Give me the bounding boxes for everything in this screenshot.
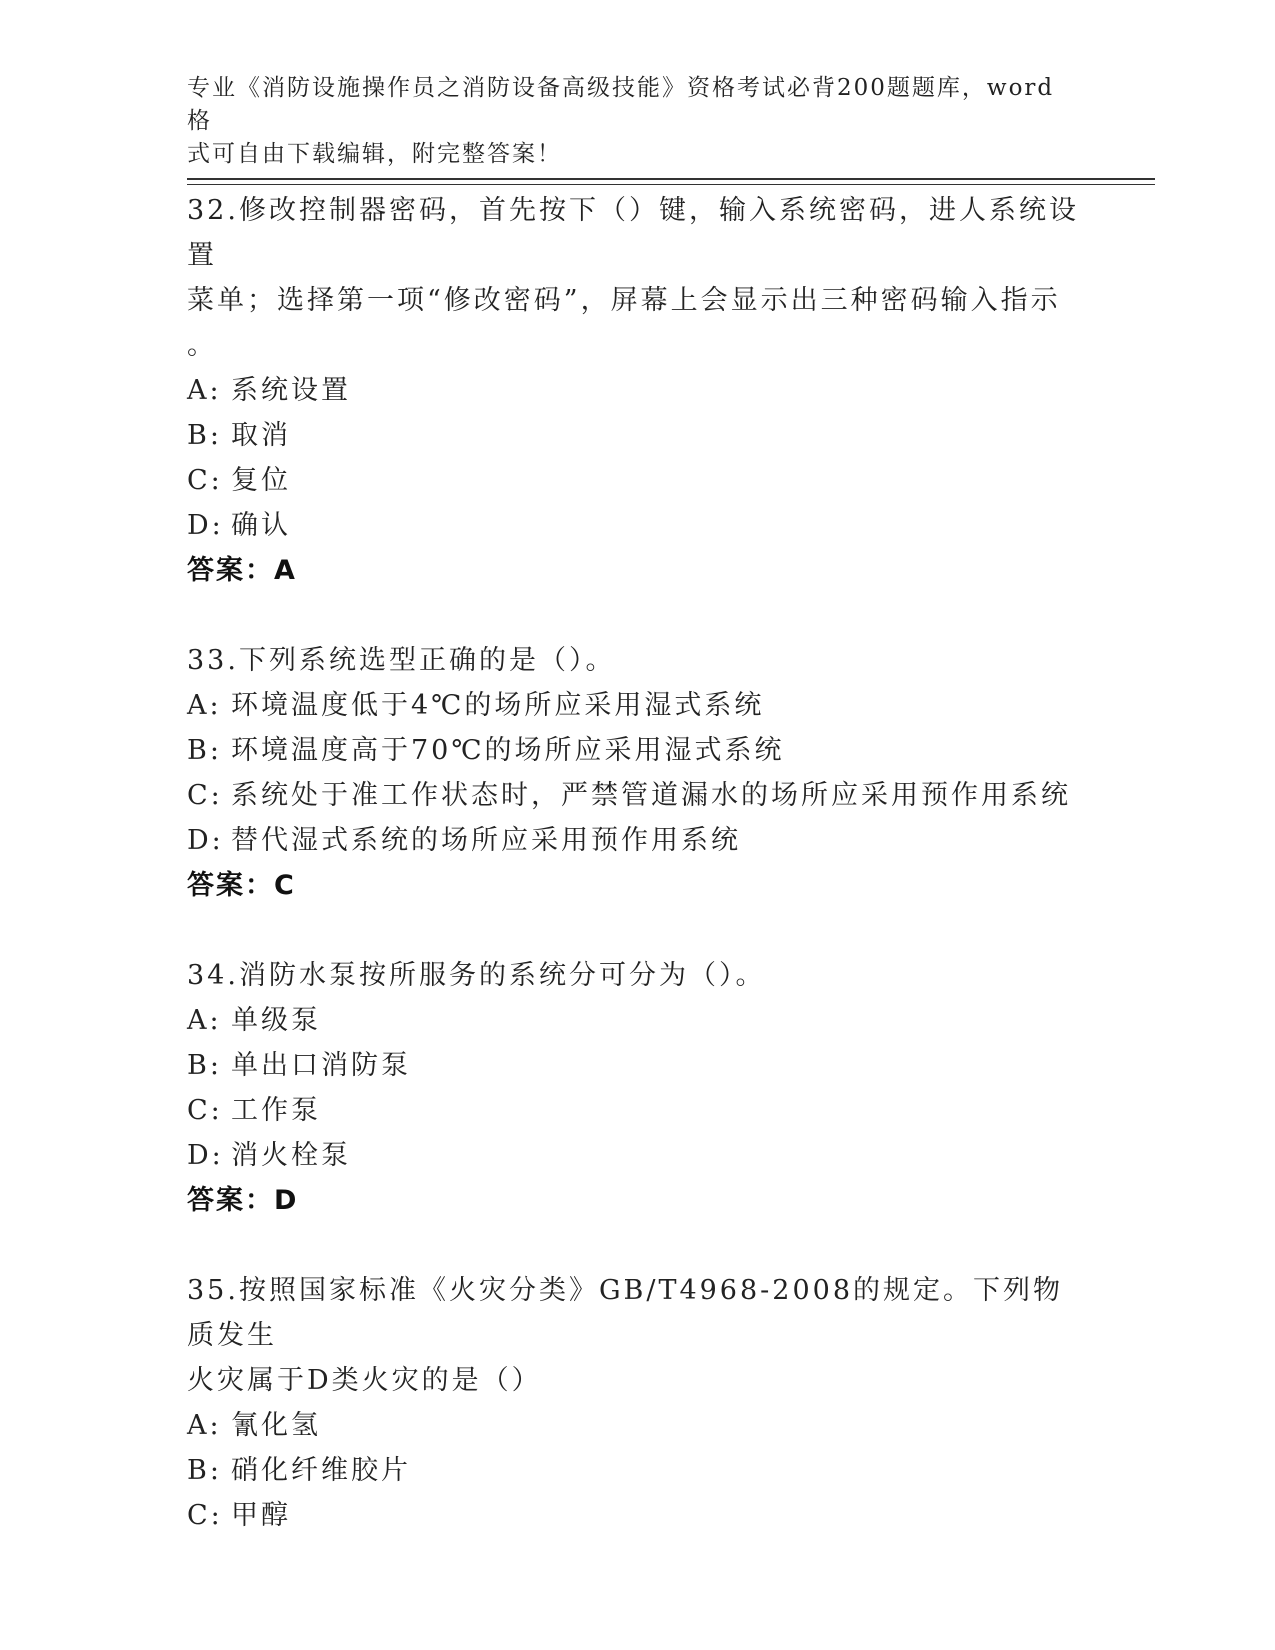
question-stem-line: 34.消防水泵按所服务的系统分可分为（）。: [187, 960, 766, 991]
option-d: [187, 1133, 1087, 1178]
option-b: [187, 728, 1087, 773]
question-stem-line: 菜单；选择第一项“修改密码”，屏幕上会显示出三种密码输入指示: [187, 285, 1061, 316]
option-text: 环境温度低于4℃的场所应采用湿式系统: [231, 690, 765, 721]
answer-line: 答案：C: [187, 870, 296, 901]
question-stem-line: 32.修改控制器密码，首先按下（）键，输入系统密码，进人系统设置: [187, 195, 1079, 271]
question-33: [187, 638, 1087, 953]
option-text: 系统处于准工作状态时，严禁管道漏水的场所应采用预作用系统: [231, 780, 1071, 811]
question-stem-line: 。: [187, 330, 217, 361]
option-c: [187, 1088, 1087, 1133]
header-line-1: 专业《消防设施操作员之消防设备高级技能》资格考试必背200题题库，word格: [187, 75, 1055, 134]
question-32: [187, 188, 1087, 638]
option-key: B:: [187, 735, 222, 766]
option-key: B:: [187, 1050, 222, 1081]
option-a: [187, 1403, 1087, 1448]
option-text: 取消: [231, 420, 291, 451]
option-b: [187, 1448, 1087, 1493]
option-text: 确认: [231, 510, 291, 541]
option-d: [187, 818, 1087, 863]
document-header: [187, 72, 1067, 171]
option-c: [187, 1493, 1087, 1538]
option-key: A:: [187, 690, 222, 721]
option-a: [187, 368, 1087, 413]
question-stem-line: 33.下列系统选型正确的是（）。: [187, 645, 616, 676]
option-key: C:: [187, 780, 223, 811]
question-34: [187, 953, 1087, 1268]
option-key: B:: [187, 1455, 222, 1486]
option-key: C:: [187, 1095, 223, 1126]
option-key: A:: [187, 375, 222, 406]
option-d: [187, 503, 1087, 548]
option-text: 系统设置: [231, 375, 351, 406]
option-key: D:: [187, 1140, 224, 1171]
question-stem-line: 火灾属于D类火灾的是（）: [187, 1365, 542, 1396]
question-stem-line: 35.按照国家标准《火灾分类》GB/T4968-2008的规定。下列物质发生: [187, 1275, 1064, 1351]
option-key: D:: [187, 510, 224, 541]
option-text: 硝化纤维胶片: [231, 1455, 411, 1486]
question-list: [187, 188, 1087, 1538]
option-b: [187, 413, 1087, 458]
header-divider-thick: [187, 178, 1155, 180]
option-text: 环境温度高于70℃的场所应采用湿式系统: [231, 735, 785, 766]
option-a: [187, 998, 1087, 1043]
option-text: 单级泵: [231, 1005, 321, 1036]
option-text: 复位: [231, 465, 291, 496]
option-key: A:: [187, 1005, 222, 1036]
option-a: [187, 683, 1087, 728]
option-text: 工作泵: [231, 1095, 321, 1126]
option-key: D:: [187, 825, 224, 856]
option-text: 替代湿式系统的场所应采用预作用系统: [231, 825, 741, 856]
header-line-2: 式可自由下载编辑，附完整答案！: [187, 141, 562, 167]
question-35: [187, 1268, 1087, 1538]
option-key: B:: [187, 420, 222, 451]
option-b: [187, 1043, 1087, 1088]
option-text: 单出口消防泵: [231, 1050, 411, 1081]
option-text: 甲醇: [231, 1500, 291, 1531]
option-text: 氰化氢: [231, 1410, 321, 1441]
option-key: A:: [187, 1410, 222, 1441]
answer-line: 答案：A: [187, 555, 297, 586]
option-text: 消火栓泵: [231, 1140, 351, 1171]
option-c: [187, 458, 1087, 503]
option-key: C:: [187, 1500, 223, 1531]
header-divider-thin: [187, 184, 1155, 185]
option-key: C:: [187, 465, 223, 496]
answer-line: 答案：D: [187, 1185, 299, 1216]
option-c: [187, 773, 1087, 818]
